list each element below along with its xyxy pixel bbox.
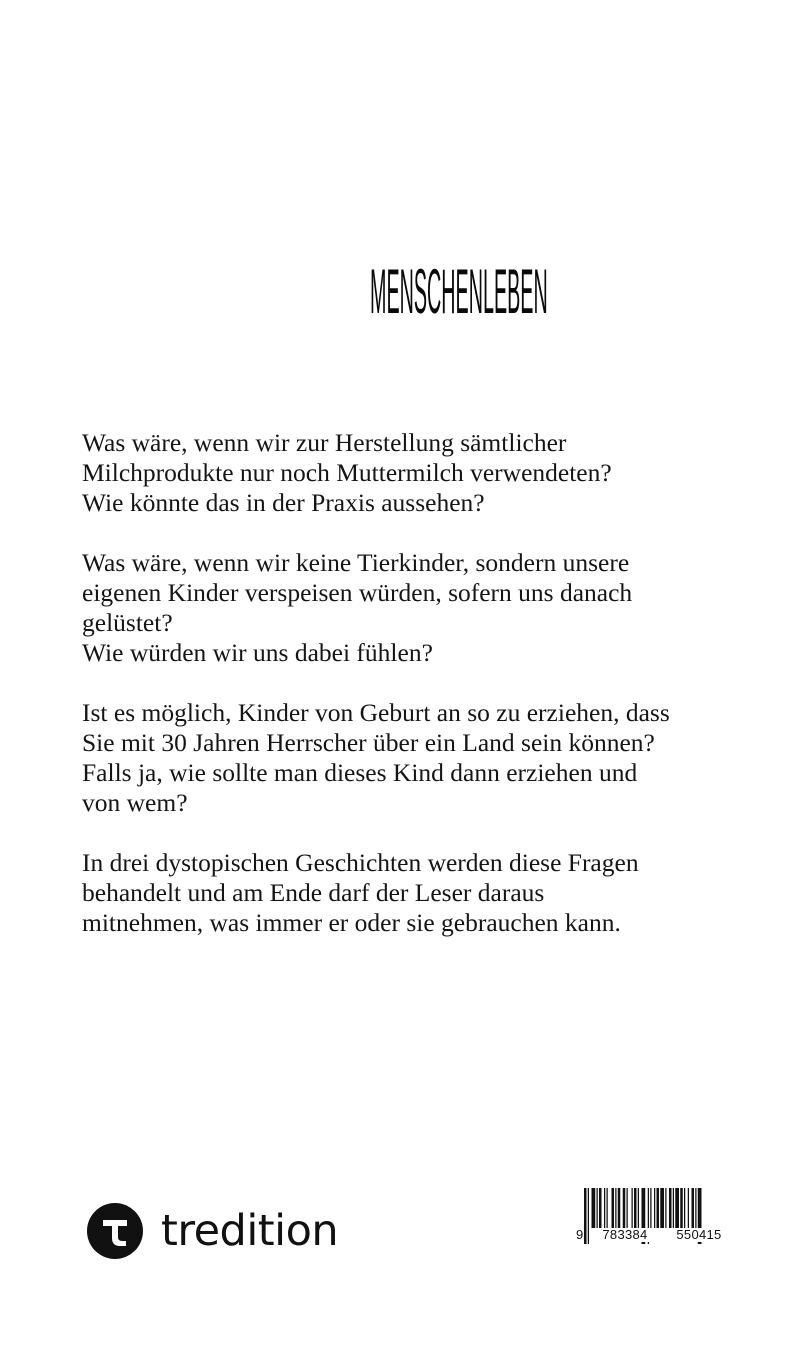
blurb-paragraph-1: Was wäre, wenn wir zur Herstellung sämtlicher Milchprodukte nur noch Muttermilch verwendeten? Wie könnte das in der Praxis aussehen? [82,428,612,517]
book-title-text: MENSCHENLEBEN [370,262,548,322]
barcode-digits-left: 783384 [590,1228,660,1242]
publisher-name: tredition [161,1206,339,1256]
blurb-paragraph-3: Ist es möglich, Kinder von Geburt an so zu erziehen, dass Sie mit 30 Jahren Herrscher über ein Land sein können? Falls ja, wie sollte man dieses Kind dann erziehen und von wem? [82,698,670,817]
barcode-digits-right: 550415 [664,1228,734,1242]
barcode-digit-first: 9 [576,1227,584,1242]
isbn-barcode [576,1186,748,1246]
blurb-paragraph-2: Was wäre, wenn wir keine Tierkinder, sondern unsere eigenen Kinder verspeisen würden, sofern uns danach gelüstet? Wie würden wir uns dabei fühlen? [82,548,633,667]
blurb-paragraph-4: In drei dystopischen Geschichten werden diese Fragen behandelt und am Ende darf der Leser daraus mitnehmen, was immer er oder sie gebrauchen kann. [82,848,639,937]
publisher-branding [87,1203,338,1259]
book-title [370,262,552,322]
tredition-t-logo-icon [87,1203,143,1259]
back-cover-blurb [82,428,793,968]
